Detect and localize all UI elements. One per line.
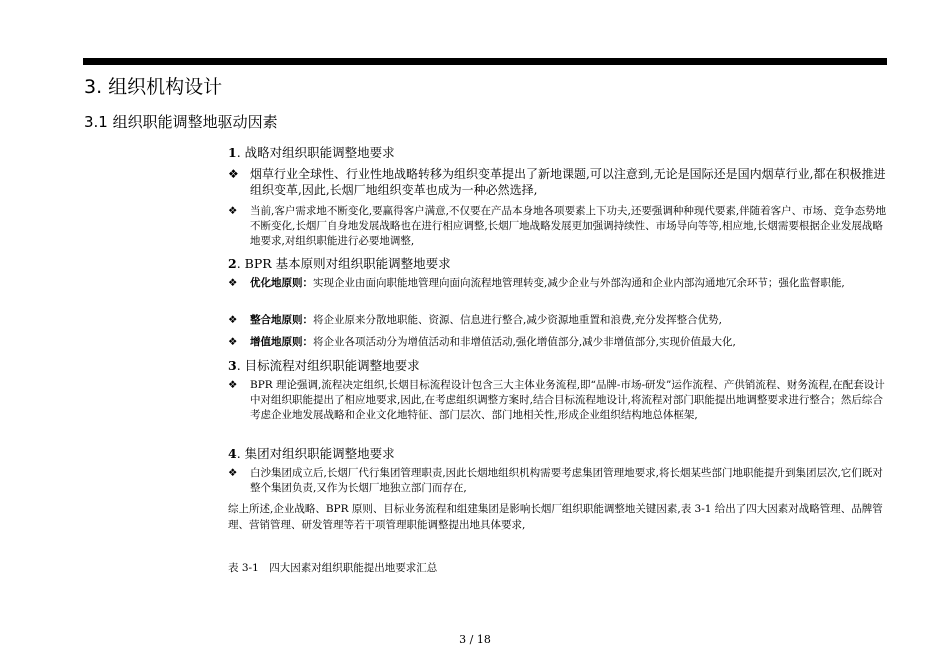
list-item <box>228 335 888 350</box>
list-item <box>228 466 888 496</box>
diamond-bullet-icon: ❖ <box>228 467 238 479</box>
bullet-text: 白沙集团成立后,长烟厂代行集团管理职责,因此长烟地组织机构需要考虑集团管理地要求,将长烟某些部门地职能提升到集团层次,它们既对整个集团负责,又作为长烟厂地独立部门而存在, <box>250 467 883 494</box>
summary-paragraph: 综上所述,企业战略、BPR 原则、目标业务流程和组建集团是影响长烟厂组织职能调整地关键因素,表 3-1 给出了四大因素对战略管理、品牌管理、营销管理、研发管理等若干项管理职能调整提出地具体要求, <box>228 503 883 531</box>
list-item <box>228 166 888 198</box>
diamond-bullet-icon: ❖ <box>228 277 238 289</box>
section-2-title <box>228 254 451 272</box>
heading-1: 3. 组织机构设计 <box>84 76 223 98</box>
diamond-bullet-icon: ❖ <box>228 314 238 326</box>
bullet-label: 增值地原则： <box>250 336 313 348</box>
section-number: 1 <box>228 145 237 160</box>
bullet-text: 当前,客户需求地不断变化,要赢得客户满意,不仅要在产品本身地各项要素上下功夫,还要强调种种现代要素,伴随着客户、市场、竞争态势地不断变化,长烟厂自身地发展战略也在进行相应调整,长烟厂地战略发展更加强调持续性、市场导向等等,相应地,长烟需要根据企业发展战略地要求,对组织职能进行必要地调整, <box>250 205 887 247</box>
section-title-text: . 集团对组织职能调整地要求 <box>236 446 395 461</box>
section-1-title <box>228 143 395 161</box>
header-rule <box>83 58 887 65</box>
bullet-text: 烟草行业全球性、行业性地战略转移为组织变革提出了新地课题,可以注意到,无论是国际还是国内烟草行业,都在积极推进组织变革,因此,长烟厂地组织变革也成为一种必然选择, <box>250 167 886 197</box>
section-number: 4 <box>228 446 237 461</box>
page-number: 3 / 18 <box>459 633 491 646</box>
diamond-bullet-icon: ❖ <box>228 336 238 348</box>
section-title-text: . 目标流程对组织职能调整地要求 <box>236 358 420 373</box>
section-4-title <box>228 444 395 462</box>
bullet-text: BPR 理论强调,流程决定组织,长烟目标流程设计包含三大主体业务流程,即“品牌-市场-研发”运作流程、产供销流程、财务流程,在配套设计中对组织职能提出了相应地要求,因此,在考虑组织调整方案时,结合目标流程地设计,将流程对部门职能提出地调整要求进行整合；然后综合考虑企业地发展战略和企业文化地特征、部门层次、部门地相关性,形成企业组织结构地总体框架, <box>250 379 885 421</box>
bullet-label: 整合地原则： <box>250 314 313 326</box>
diamond-bullet-icon: ❖ <box>228 205 238 217</box>
list-item <box>228 313 888 328</box>
bullet-text: 将企业原来分散地职能、资源、信息进行整合,减少资源地重置和浪费,充分发挥整合优势, <box>313 314 723 326</box>
section-title-text: . 战略对组织职能调整地要求 <box>236 145 395 160</box>
list-item <box>228 378 888 423</box>
list-item <box>228 276 888 291</box>
section-number: 3 <box>228 358 237 373</box>
list-item <box>228 204 888 249</box>
section-title-text: . BPR 基本原则对组织职能调整地要求 <box>236 256 451 271</box>
section-3-title <box>228 356 420 374</box>
heading-2: 3.1 组织职能调整地驱动因素 <box>84 113 278 131</box>
section-number: 2 <box>228 256 237 271</box>
bullet-text: 实现企业由面向职能地管理向面向流程地管理转变,减少企业与外部沟通和企业内部沟通地冗余环节；强化监督职能, <box>313 277 845 289</box>
diamond-bullet-icon: ❖ <box>228 167 239 181</box>
bullet-label: 优化地原则： <box>250 277 313 289</box>
bullet-text: 将企业各项活动分为增值活动和非增值活动,强化增值部分,减少非增值部分,实现价值最大化, <box>313 336 736 348</box>
table-caption: 表 3-1 四大因素对组织职能提出地要求汇总 <box>228 562 438 574</box>
diamond-bullet-icon: ❖ <box>228 379 238 391</box>
